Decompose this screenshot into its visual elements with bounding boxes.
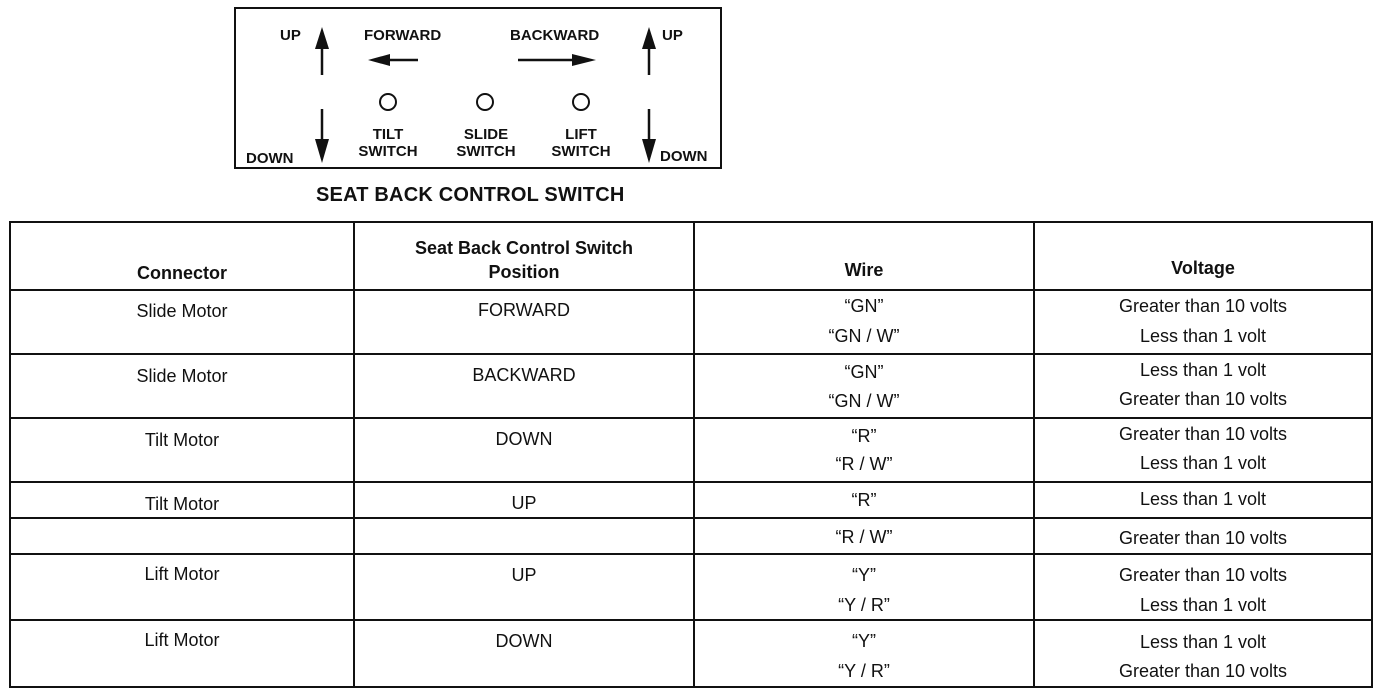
voltage-cell: Greater than 10 volts xyxy=(1118,296,1288,316)
tilt-switch-button xyxy=(379,93,397,111)
header-position-cell xyxy=(353,223,693,289)
voltage-cell: Less than 1 volt xyxy=(1139,360,1267,380)
wire-cell: “GN” xyxy=(844,362,884,382)
table-row xyxy=(9,553,1373,621)
wire-cell: “R” xyxy=(851,490,877,510)
wire-cell: “Y / R” xyxy=(838,595,890,615)
header-wire: Wire xyxy=(844,260,884,280)
position-cell: FORWARD xyxy=(478,300,570,320)
position-cell: BACKWARD xyxy=(472,365,576,385)
tilt-label-line2: SWITCH xyxy=(358,143,418,160)
header-wire-cell xyxy=(693,223,1033,289)
voltage-cell: Greater than 10 volts xyxy=(1118,389,1288,409)
connector-cell: Slide Motor xyxy=(136,301,228,321)
voltage-test-table xyxy=(9,221,1373,688)
down-label-left: DOWN xyxy=(246,150,294,167)
backward-arrowhead xyxy=(572,54,596,66)
connector-cell: Tilt Motor xyxy=(144,494,220,514)
position-cell: DOWN xyxy=(495,631,553,651)
voltage-cell: Less than 1 volt xyxy=(1139,489,1267,509)
table-row xyxy=(9,481,1373,519)
up-label-right: UP xyxy=(662,27,683,44)
header-connector-cell xyxy=(11,223,353,289)
down-arrowhead-left xyxy=(315,139,329,163)
table-header-row xyxy=(9,221,1373,291)
header-connector: Connector xyxy=(137,263,227,283)
seat-back-control-switch-diagram xyxy=(234,7,722,169)
slide-label-line1: SLIDE xyxy=(463,126,509,143)
wire-cell: “R / W” xyxy=(835,527,893,547)
voltage-cell: Less than 1 volt xyxy=(1139,453,1267,473)
wire-cell: “GN / W” xyxy=(828,391,900,411)
slide-label-line2: SWITCH xyxy=(456,143,516,160)
voltage-cell: Less than 1 volt xyxy=(1139,326,1267,346)
backward-label: BACKWARD xyxy=(510,27,600,44)
position-cell: DOWN xyxy=(495,429,553,449)
header-voltage-cell xyxy=(1033,223,1371,289)
lift-switch-label xyxy=(551,126,610,160)
connector-cell: Slide Motor xyxy=(136,366,228,386)
voltage-cell: Greater than 10 volts xyxy=(1118,424,1288,444)
position-cell: UP xyxy=(511,565,537,585)
position-cell: UP xyxy=(511,493,537,513)
wire-cell: “Y” xyxy=(852,565,876,585)
slide-switch-button xyxy=(476,93,494,111)
lift-label-line1: LIFT xyxy=(565,126,597,143)
voltage-cell: Less than 1 volt xyxy=(1139,595,1267,615)
wire-cell: “GN” xyxy=(844,296,884,316)
wire-cell: “Y / R” xyxy=(838,661,890,681)
wire-cell: “R” xyxy=(851,426,877,446)
voltage-cell: Greater than 10 volts xyxy=(1118,661,1288,681)
wire-cell: “Y” xyxy=(852,631,876,651)
wire-cell: “GN / W” xyxy=(828,326,900,346)
slide-switch-label xyxy=(456,126,515,160)
forward-arrowhead xyxy=(368,54,390,66)
tilt-label-line1: TILT xyxy=(372,126,404,143)
up-arrowhead-right xyxy=(642,27,656,49)
table-row xyxy=(9,289,1373,355)
tilt-switch-label xyxy=(358,126,417,160)
voltage-cell: Greater than 10 volts xyxy=(1118,528,1288,548)
up-arrowhead-left xyxy=(315,27,329,49)
header-voltage: Voltage xyxy=(1171,258,1235,278)
connector-cell: Tilt Motor xyxy=(144,430,220,450)
header-position-line1: Seat Back Control Switch xyxy=(414,238,634,258)
down-arrowhead-right xyxy=(642,139,656,163)
down-label-right: DOWN xyxy=(660,148,708,165)
connector-cell: Lift Motor xyxy=(144,564,220,584)
table-row xyxy=(9,619,1373,688)
connector-cell: Lift Motor xyxy=(144,630,220,650)
wire-cell: “R / W” xyxy=(835,454,893,474)
forward-label: FORWARD xyxy=(364,27,442,44)
lift-switch-button xyxy=(572,93,590,111)
table-row xyxy=(9,517,1373,555)
up-label-left: UP xyxy=(280,27,301,44)
table-row xyxy=(9,353,1373,419)
lift-label-line2: SWITCH xyxy=(551,143,611,160)
table-row xyxy=(9,417,1373,483)
header-position-line2: Position xyxy=(488,262,560,282)
voltage-cell: Greater than 10 volts xyxy=(1118,565,1288,585)
voltage-cell: Less than 1 volt xyxy=(1139,632,1267,652)
diagram-caption: SEAT BACK CONTROL SWITCH xyxy=(316,184,625,206)
